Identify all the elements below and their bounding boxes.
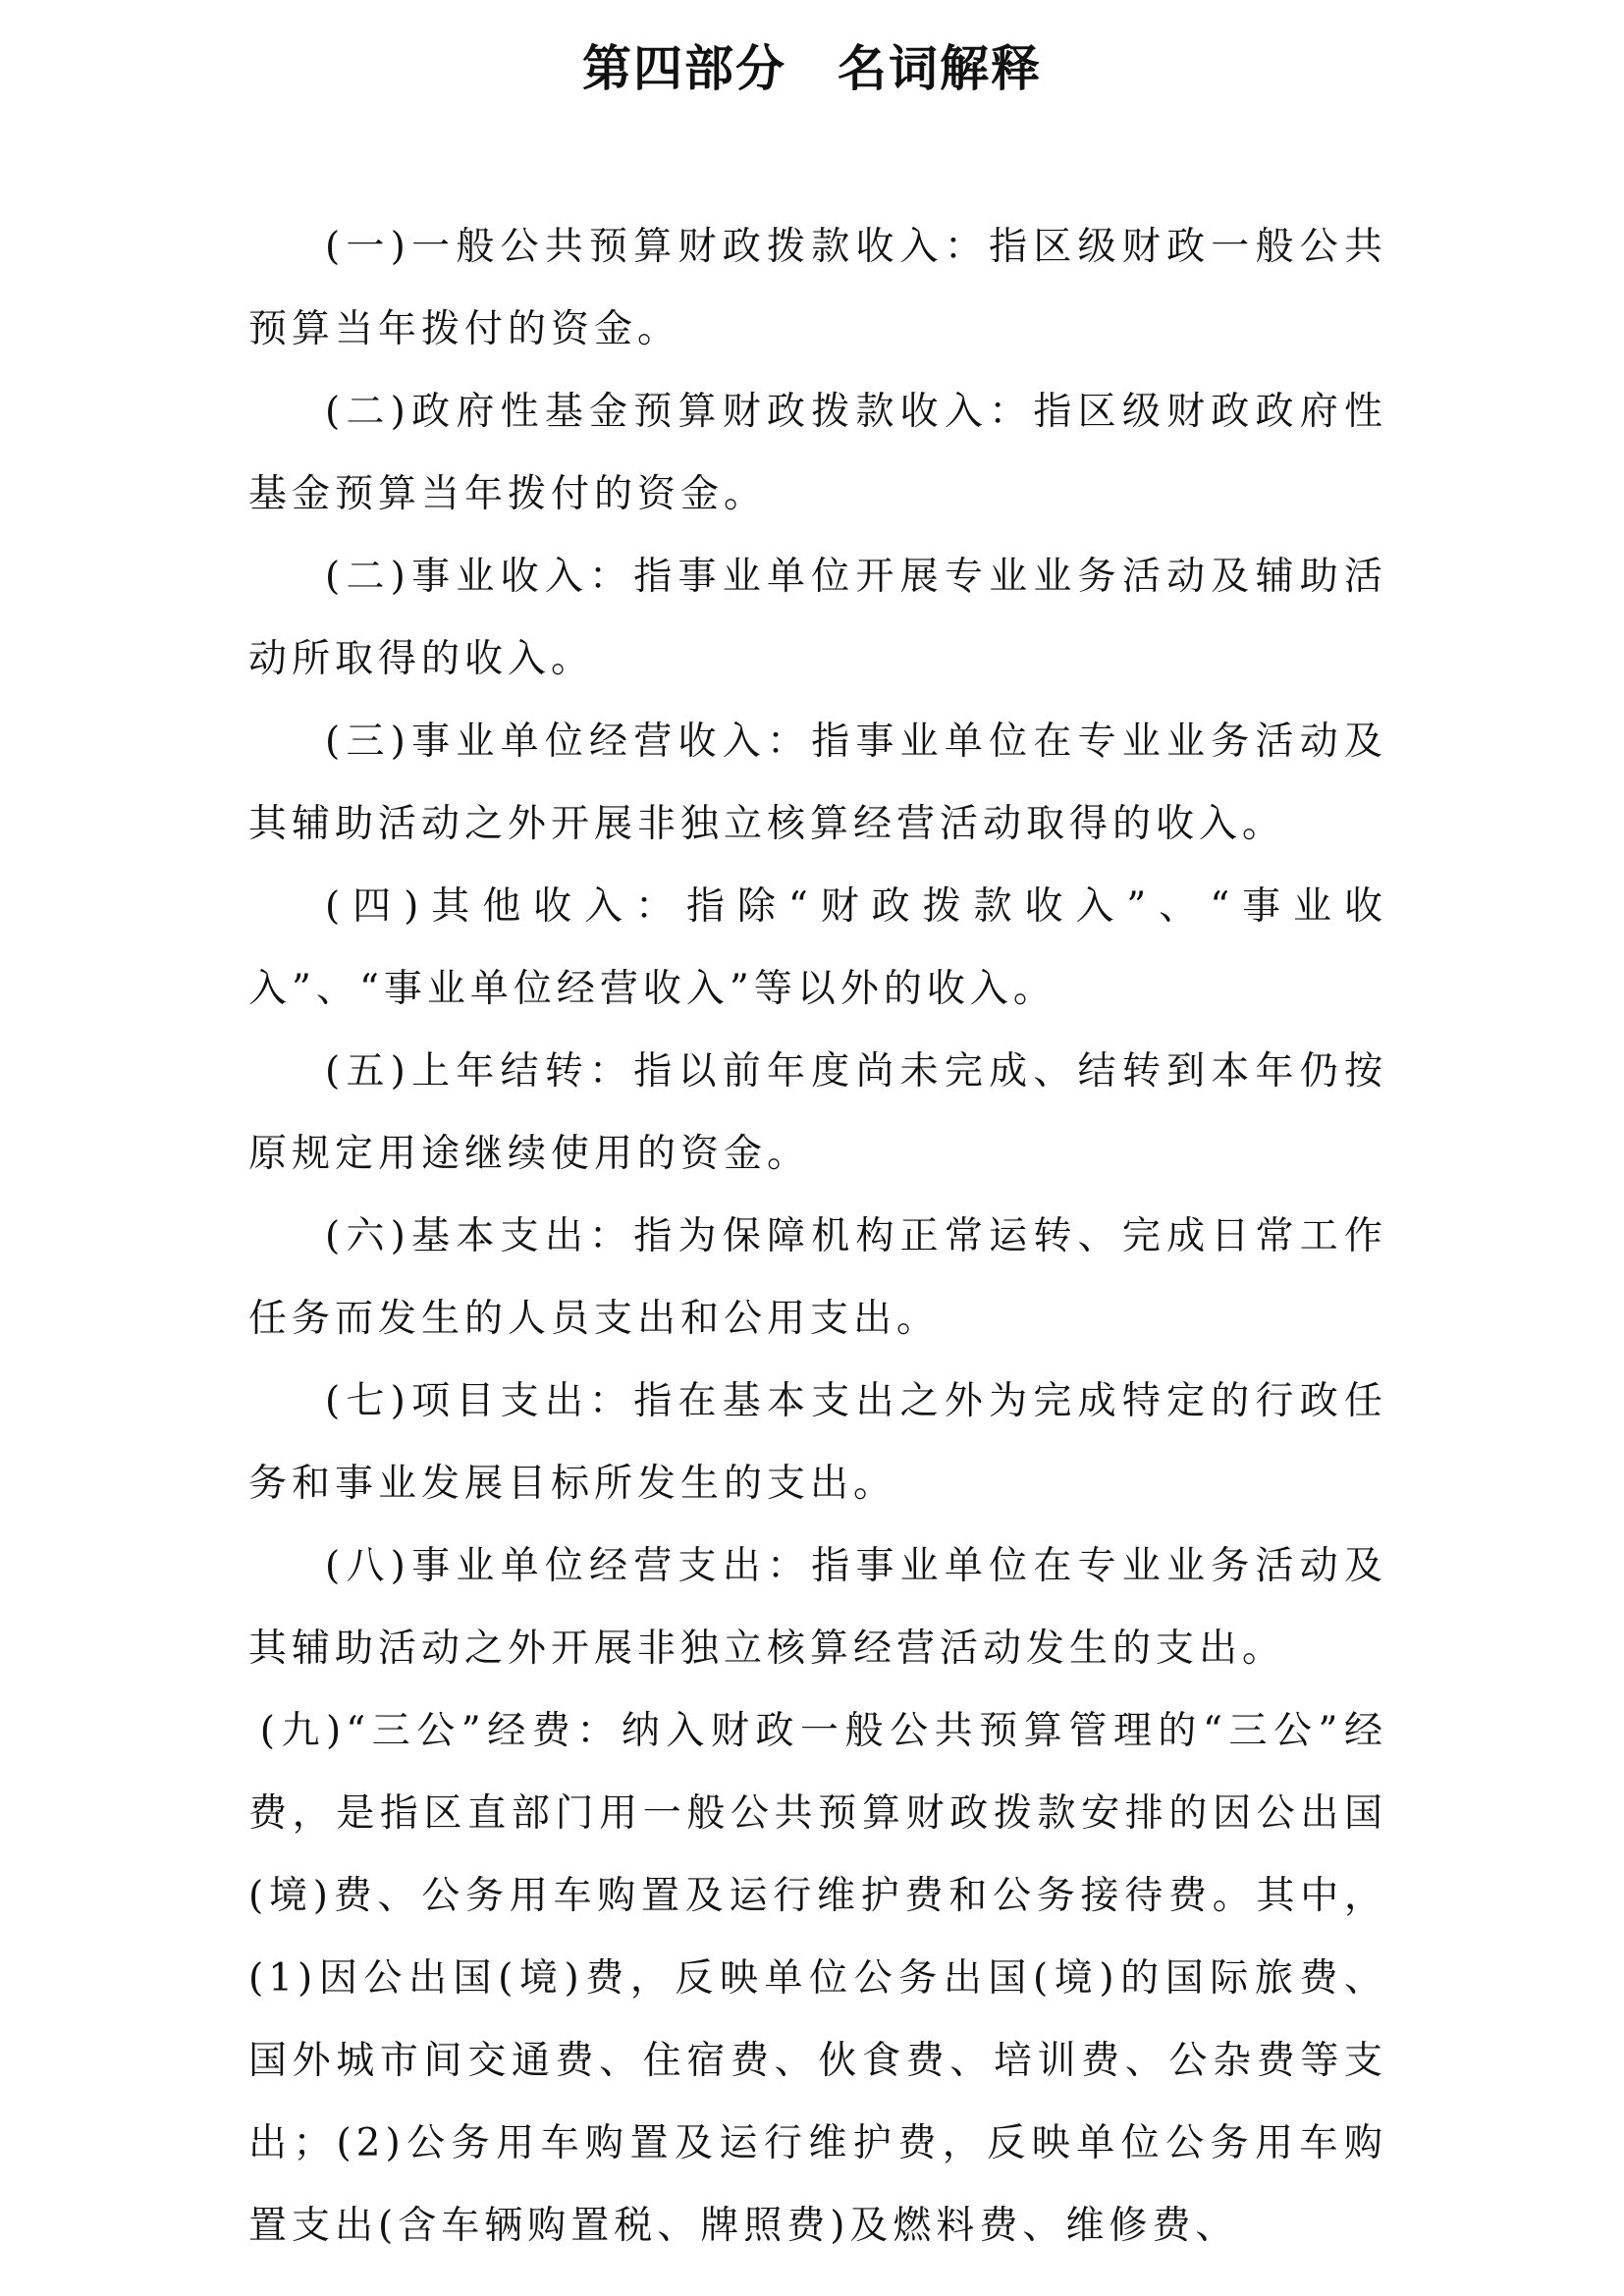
paragraph-business-income: (二)事业收入：指事业单位开展专业业务活动及辅助活动所取得的收入。: [248, 555, 1387, 681]
paragraph-operating-expenditure: (八)事业单位经营支出：指事业单位在专业业务活动及其辅助活动之外开展非独立核算经营活动发生的支出。: [248, 1544, 1387, 1671]
paragraph-basic-expenditure: (六)基本支出：指为保障机构正常运转、完成日常工作任务而发生的人员支出和公用支出。: [248, 1214, 1387, 1341]
paragraph-project-expenditure: (七)项目支出：指在基本支出之外为完成特定的行政任务和事业发展目标所发生的支出。: [248, 1379, 1387, 1506]
paragraph-operating-income: (三)事业单位经营收入：指事业单位在专业业务活动及其辅助活动之外开展非独立核算经营活动取得的收入。: [248, 720, 1387, 846]
page-title: 第四部分 名词解释: [582, 40, 1042, 97]
paragraph-carryover: (五)上年结转：指以前年度尚未完成、结转到本年仍按原规定用途继续使用的资金。: [248, 1049, 1387, 1176]
paragraph-other-income: (四)其他收入：指除“财政拨款收入”、“事业收入”、“事业单位经营收入”等以外的收入。: [248, 884, 1387, 1011]
paragraph-three-public-expenses: (九)“三公”经费：纳入财政一般公共预算管理的“三公”经费，是指区直部门用一般公共预算财政拨款安排的因公出国(境)费、公务用车购置及运行维护费和公务接待费。其中，(1)因公出国(境)费，反映单位公务出国(境)的国际旅费、国外城市间交通费、住宿费、伙食费、培训费、公杂费等支出；(2)公务用车购置及运行维护费，反映单位公务用车购置支出(含车辆购置税、牌照费)及燃料费、维修费、: [248, 1709, 1387, 2248]
document-body: [248, 206, 1387, 2268]
paragraph-government-fund-income: (二)政府性基金预算财政拨款收入：指区级财政政府性基金预算当年拨付的资金。: [248, 390, 1387, 516]
paragraph-general-budget-income: (一)一般公共预算财政拨款收入：指区级财政一般公共预算当年拨付的资金。: [248, 225, 1387, 351]
